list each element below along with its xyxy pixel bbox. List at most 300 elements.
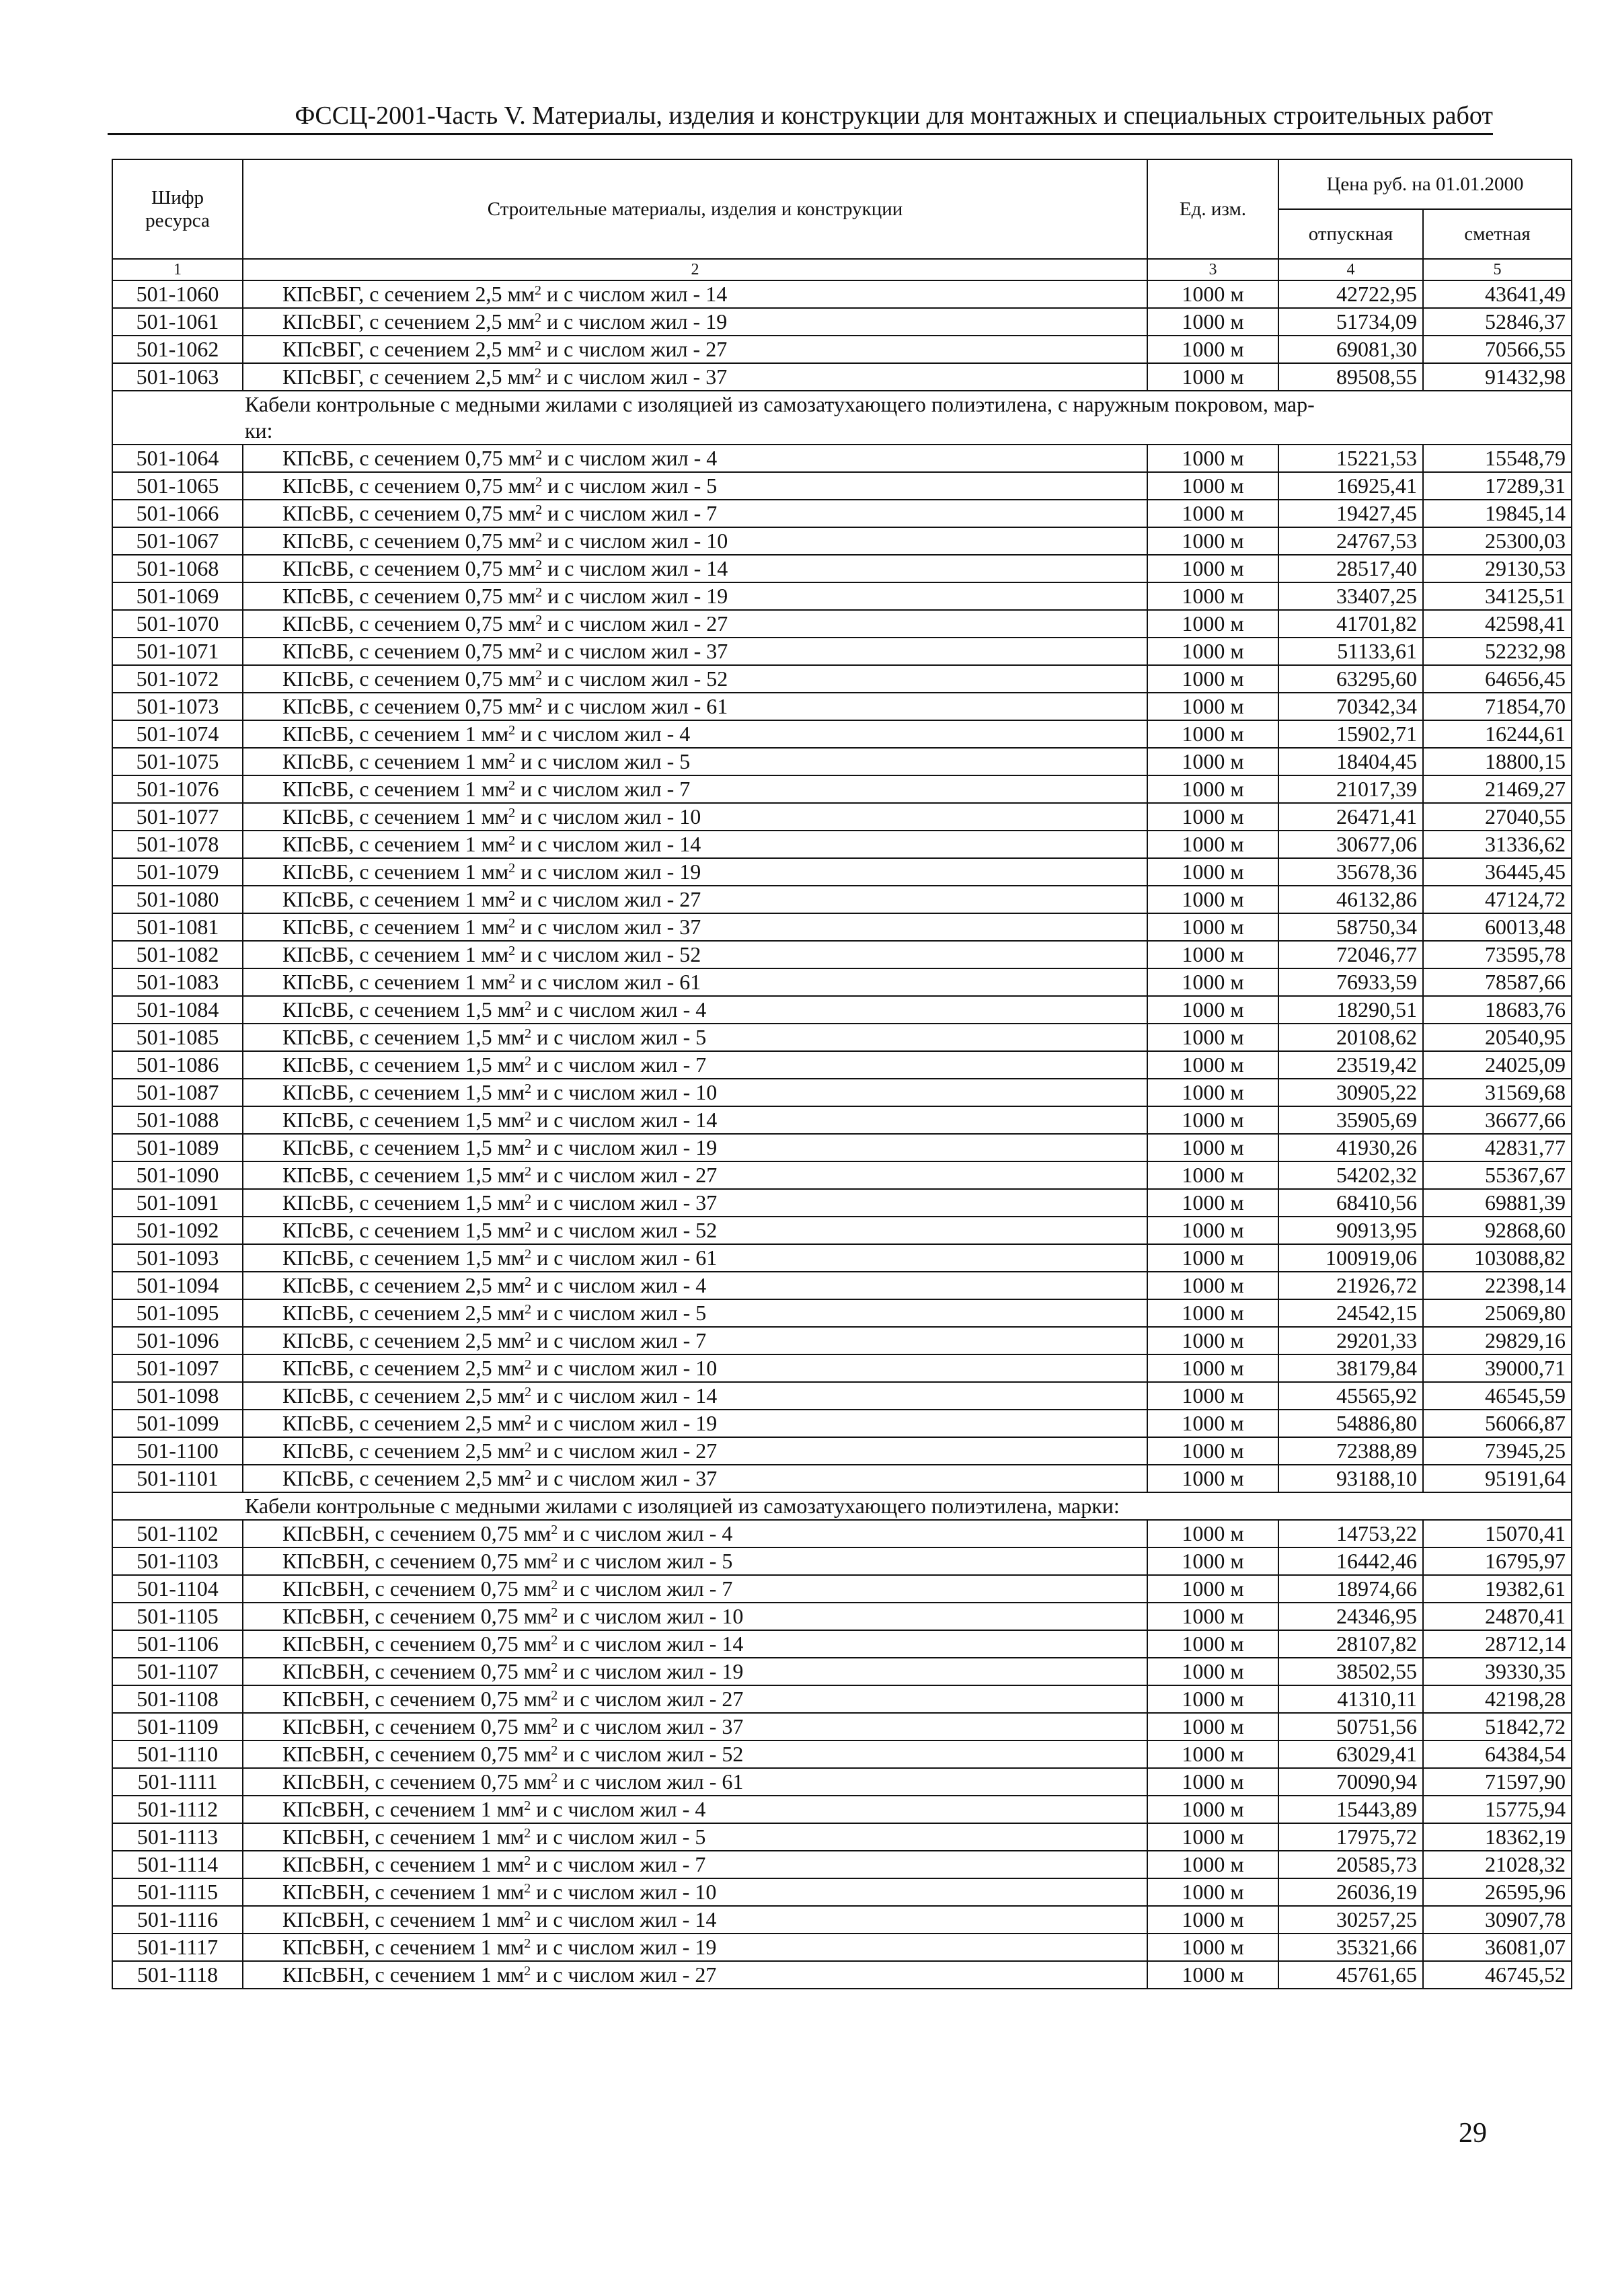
unit-superscript: 2 (524, 1964, 531, 1979)
material-name-text: и с числом жил - 27 (542, 611, 728, 636)
material-name-text: КПсВБ, с сечением 1,5 мм (282, 1053, 525, 1077)
resource-code: 501-1074 (112, 720, 243, 748)
column-number-row (112, 259, 1572, 280)
release-price: 21017,39 (1278, 775, 1423, 803)
release-price: 45565,92 (1278, 1382, 1423, 1410)
material-name-text: КПсВБ, с сечением 0,75 мм (282, 529, 536, 553)
unit-of-measure: 1000 м (1147, 1244, 1278, 1272)
table-row (112, 1878, 1572, 1906)
estimate-price: 73595,78 (1423, 941, 1572, 968)
resource-code: 501-1073 (112, 693, 243, 720)
material-name-text: КПсВБН, с сечением 0,75 мм (282, 1742, 551, 1766)
release-price: 28517,40 (1278, 555, 1423, 582)
table-row (112, 555, 1572, 582)
release-price: 21926,72 (1278, 1272, 1423, 1299)
unit-of-measure: 1000 м (1147, 1106, 1278, 1134)
material-name-text: и с числом жил - 37 (515, 915, 701, 939)
resource-code: 501-1101 (112, 1465, 243, 1492)
material-name-text: КПсВБ, с сечением 1,5 мм (282, 1080, 525, 1104)
unit-superscript: 2 (535, 530, 543, 545)
column-number: 3 (1147, 259, 1278, 280)
resource-code: 501-1066 (112, 500, 243, 527)
unit-superscript: 2 (534, 311, 541, 326)
table-row (112, 1106, 1572, 1134)
column-number: 1 (112, 259, 243, 280)
release-price: 69081,30 (1278, 336, 1423, 363)
table-row (112, 582, 1572, 610)
material-name-text: и с числом жил - 5 (531, 1301, 707, 1325)
unit-superscript: 2 (524, 1909, 531, 1923)
material-name-text: КПсВБ, с сечением 2,5 мм (282, 1301, 525, 1325)
estimate-price: 103088,82 (1423, 1244, 1572, 1272)
unit-superscript: 2 (525, 1219, 532, 1234)
material-name-text: и с числом жил - 19 (515, 859, 701, 884)
unit-of-measure: 1000 м (1147, 1961, 1278, 1989)
unit-superscript: 2 (508, 888, 516, 903)
estimate-price: 28712,14 (1423, 1630, 1572, 1658)
unit-of-measure: 1000 м (1147, 1658, 1278, 1685)
unit-superscript: 2 (551, 1771, 558, 1786)
resource-code: 501-1068 (112, 555, 243, 582)
material-name (243, 803, 1147, 831)
unit-of-measure: 1000 м (1147, 1934, 1278, 1961)
material-name-text: КПсВБ, с сечением 1,5 мм (282, 1218, 525, 1242)
estimate-price: 16795,97 (1423, 1547, 1572, 1575)
unit-superscript: 2 (525, 1385, 532, 1400)
resource-code: 501-1115 (112, 1878, 243, 1906)
release-price: 45761,65 (1278, 1961, 1423, 1989)
material-name-text: КПсВБН, с сечением 0,75 мм (282, 1659, 551, 1683)
resource-code: 501-1080 (112, 886, 243, 913)
material-name (243, 748, 1147, 775)
material-name (243, 1685, 1147, 1713)
material-name (243, 1024, 1147, 1051)
resource-code: 501-1062 (112, 336, 243, 363)
price-table (112, 159, 1572, 1989)
unit-of-measure: 1000 м (1147, 803, 1278, 831)
release-price: 54202,32 (1278, 1161, 1423, 1189)
unit-superscript: 2 (551, 1578, 558, 1593)
material-name-text: и с числом жил - 10 (531, 1880, 717, 1904)
table-header-row (112, 159, 1572, 209)
estimate-price: 25069,80 (1423, 1299, 1572, 1327)
estimate-price: 24025,09 (1423, 1051, 1572, 1079)
table-row (112, 1272, 1572, 1299)
material-name-text: КПсВБ, с сечением 1 мм (282, 722, 509, 746)
material-name-text: и с числом жил - 19 (558, 1659, 744, 1683)
material-name (243, 1658, 1147, 1685)
resource-code: 501-1107 (112, 1658, 243, 1685)
release-price: 35678,36 (1278, 858, 1423, 886)
unit-of-measure: 1000 м (1147, 308, 1278, 336)
resource-code: 501-1095 (112, 1299, 243, 1327)
unit-of-measure: 1000 м (1147, 280, 1278, 308)
unit-of-measure: 1000 м (1147, 1520, 1278, 1547)
material-name (243, 308, 1147, 336)
unit-of-measure: 1000 м (1147, 1878, 1278, 1906)
page-number: 29 (1459, 2118, 1487, 2149)
unit-superscript: 2 (534, 338, 541, 353)
resource-code: 501-1077 (112, 803, 243, 831)
material-name-text: и с числом жил - 7 (531, 1328, 707, 1352)
resource-code: 501-1109 (112, 1713, 243, 1740)
unit-superscript: 2 (551, 1716, 558, 1730)
estimate-price: 60013,48 (1423, 913, 1572, 941)
header-name: Строительные материалы, изделия и конструкции (243, 159, 1147, 259)
material-name-text: и с числом жил - 5 (542, 473, 718, 498)
table-row (112, 363, 1572, 391)
estimate-price: 21469,27 (1423, 775, 1572, 803)
material-name (243, 693, 1147, 720)
material-name (243, 1079, 1147, 1106)
resource-code: 501-1096 (112, 1327, 243, 1354)
material-name (243, 1217, 1147, 1244)
resource-code: 501-1094 (112, 1272, 243, 1299)
release-price: 58750,34 (1278, 913, 1423, 941)
unit-superscript: 2 (524, 1853, 531, 1868)
release-price: 24346,95 (1278, 1603, 1423, 1630)
estimate-price: 71597,90 (1423, 1768, 1572, 1796)
unit-of-measure: 1000 м (1147, 1024, 1278, 1051)
table-row (112, 913, 1572, 941)
material-name-text: и с числом жил - 14 (531, 1907, 717, 1931)
release-price: 90913,95 (1278, 1217, 1423, 1244)
resource-code: 501-1100 (112, 1437, 243, 1465)
material-name-text: и с числом жил - 4 (515, 722, 691, 746)
table-row (112, 831, 1572, 858)
header-rule (108, 133, 1493, 135)
material-name (243, 1106, 1147, 1134)
unit-of-measure: 1000 м (1147, 336, 1278, 363)
unit-superscript: 2 (508, 751, 516, 765)
unit-of-measure: 1000 м (1147, 1051, 1278, 1079)
material-name (243, 280, 1147, 308)
release-price: 30677,06 (1278, 831, 1423, 858)
material-name-text: КПсВБН, с сечением 1 мм (282, 1825, 525, 1849)
release-price: 42722,95 (1278, 280, 1423, 308)
material-name-text: и с числом жил - 27 (515, 887, 701, 911)
material-name-text: и с числом жил - 14 (531, 1108, 718, 1132)
unit-of-measure: 1000 м (1147, 1685, 1278, 1713)
table-row (112, 1354, 1572, 1382)
table-row (112, 1299, 1572, 1327)
unit-of-measure: 1000 м (1147, 1327, 1278, 1354)
resource-code: 501-1088 (112, 1106, 243, 1134)
material-name-text: КПсВБ, с сечением 0,75 мм (282, 584, 536, 608)
estimate-price: 69881,39 (1423, 1189, 1572, 1217)
column-number: 5 (1423, 259, 1572, 280)
material-name (243, 472, 1147, 500)
unit-of-measure: 1000 м (1147, 831, 1278, 858)
unit-superscript: 2 (551, 1688, 558, 1703)
release-price: 41310,11 (1278, 1685, 1423, 1713)
release-price: 54886,80 (1278, 1410, 1423, 1437)
material-name-text: КПсВБ, с сечением 2,5 мм (282, 1383, 525, 1408)
estimate-price: 36081,07 (1423, 1934, 1572, 1961)
material-name-text: и с числом жил - 52 (542, 666, 728, 691)
material-name-text: и с числом жил - 5 (531, 1825, 706, 1849)
unit-of-measure: 1000 м (1147, 941, 1278, 968)
unit-of-measure: 1000 м (1147, 1189, 1278, 1217)
unit-of-measure: 1000 м (1147, 527, 1278, 555)
material-name (243, 555, 1147, 582)
material-name-text: и с числом жил - 7 (531, 1852, 706, 1876)
release-price: 28107,82 (1278, 1630, 1423, 1658)
release-price: 63029,41 (1278, 1740, 1423, 1768)
material-name-text: и с числом жил - 5 (515, 749, 691, 773)
section-heading-line: Кабели контрольные с медными жилами с изоляцией из самозатухающего полиэтилена, марки: (245, 1494, 1120, 1518)
material-name (243, 1299, 1147, 1327)
table-row (112, 1327, 1572, 1354)
release-price: 68410,56 (1278, 1189, 1423, 1217)
material-name-text: и с числом жил - 19 (542, 584, 728, 608)
table-row (112, 1851, 1572, 1878)
resource-code: 501-1116 (112, 1906, 243, 1934)
unit-superscript: 2 (535, 585, 543, 600)
material-name-text: и с числом жил - 19 (531, 1935, 717, 1959)
release-price: 38502,55 (1278, 1658, 1423, 1685)
material-name-text: КПсВБ, с сечением 0,75 мм (282, 473, 536, 498)
release-price: 16925,41 (1278, 472, 1423, 500)
estimate-price: 16244,61 (1423, 720, 1572, 748)
unit-of-measure: 1000 м (1147, 1161, 1278, 1189)
material-name-text: КПсВБН, с сечением 0,75 мм (282, 1632, 551, 1656)
estimate-price: 55367,67 (1423, 1161, 1572, 1189)
material-name (243, 1520, 1147, 1547)
resource-code: 501-1112 (112, 1796, 243, 1823)
release-price: 20585,73 (1278, 1851, 1423, 1878)
unit-superscript: 2 (525, 1274, 532, 1289)
resource-code: 501-1085 (112, 1024, 243, 1051)
unit-of-measure: 1000 м (1147, 1299, 1278, 1327)
table-row (112, 500, 1572, 527)
estimate-price: 42831,77 (1423, 1134, 1572, 1161)
material-name-text: КПсВБ, с сечением 2,5 мм (282, 1411, 525, 1435)
unit-of-measure: 1000 м (1147, 582, 1278, 610)
resource-code: 501-1078 (112, 831, 243, 858)
release-price: 15443,89 (1278, 1796, 1423, 1823)
resource-code: 501-1097 (112, 1354, 243, 1382)
material-name-text: КПсВБГ, с сечением 2,5 мм (282, 309, 535, 334)
release-price: 18974,66 (1278, 1575, 1423, 1603)
release-price: 51734,09 (1278, 308, 1423, 336)
material-name-text: и с числом жил - 7 (531, 1053, 707, 1077)
resource-code: 501-1076 (112, 775, 243, 803)
estimate-price: 25300,03 (1423, 527, 1572, 555)
resource-code: 501-1103 (112, 1547, 243, 1575)
material-name-text: КПсВБН, с сечением 1 мм (282, 1880, 525, 1904)
unit-superscript: 2 (551, 1605, 558, 1620)
material-name-text: и с числом жил - 52 (558, 1742, 744, 1766)
unit-of-measure: 1000 м (1147, 1851, 1278, 1878)
material-name (243, 831, 1147, 858)
material-name-text: КПсВБ, с сечением 1 мм (282, 777, 509, 801)
table-row (112, 1823, 1572, 1851)
unit-superscript: 2 (525, 1137, 532, 1151)
material-name-text: и с числом жил - 5 (531, 1025, 707, 1049)
material-name (243, 858, 1147, 886)
table-row (112, 748, 1572, 775)
unit-of-measure: 1000 м (1147, 693, 1278, 720)
material-name-text: КПсВБ, с сечением 1,5 мм (282, 1163, 525, 1187)
estimate-price: 21028,32 (1423, 1851, 1572, 1878)
unit-of-measure: 1000 м (1147, 775, 1278, 803)
estimate-price: 42598,41 (1423, 610, 1572, 638)
material-name-text: и с числом жил - 37 (531, 1190, 718, 1215)
unit-superscript: 2 (535, 558, 543, 572)
table-row (112, 610, 1572, 638)
table-row (112, 968, 1572, 996)
material-name-text: и с числом жил - 10 (542, 529, 728, 553)
unit-of-measure: 1000 м (1147, 638, 1278, 665)
release-price: 15221,53 (1278, 445, 1423, 472)
table-row (112, 693, 1572, 720)
material-name-text: КПсВБГ, с сечением 2,5 мм (282, 365, 535, 389)
resource-code: 501-1061 (112, 308, 243, 336)
unit-superscript: 2 (508, 723, 516, 738)
table-row (112, 280, 1572, 308)
unit-of-measure: 1000 м (1147, 1410, 1278, 1437)
table-row (112, 336, 1572, 363)
release-price: 70342,34 (1278, 693, 1423, 720)
material-name (243, 720, 1147, 748)
unit-superscript: 2 (508, 944, 516, 958)
section-heading-row (112, 391, 1572, 445)
release-price: 18404,45 (1278, 748, 1423, 775)
release-price: 26036,19 (1278, 1878, 1423, 1906)
unit-of-measure: 1000 м (1147, 1823, 1278, 1851)
material-name (243, 1851, 1147, 1878)
material-name-text: и с числом жил - 27 (531, 1962, 717, 1987)
estimate-price: 24870,41 (1423, 1603, 1572, 1630)
unit-superscript: 2 (508, 916, 516, 931)
material-name-text: КПсВБ, с сечением 0,75 мм (282, 446, 536, 470)
material-name (243, 336, 1147, 363)
material-name (243, 1465, 1147, 1492)
table-row (112, 1906, 1572, 1934)
release-price: 50751,56 (1278, 1713, 1423, 1740)
material-name-text: КПсВБ, с сечением 0,75 мм (282, 666, 536, 691)
unit-of-measure: 1000 м (1147, 913, 1278, 941)
material-name-text: и с числом жил - 61 (558, 1769, 744, 1794)
unit-of-measure: 1000 м (1147, 1465, 1278, 1492)
table-row (112, 1382, 1572, 1410)
release-price: 18290,51 (1278, 996, 1423, 1024)
unit-of-measure: 1000 м (1147, 1354, 1278, 1382)
material-name-text: КПсВБН, с сечением 1 мм (282, 1797, 525, 1821)
unit-superscript: 2 (525, 1357, 532, 1372)
column-number: 2 (243, 259, 1147, 280)
release-price: 14753,22 (1278, 1520, 1423, 1547)
table-row (112, 1520, 1572, 1547)
release-price: 15902,71 (1278, 720, 1423, 748)
unit-of-measure: 1000 м (1147, 858, 1278, 886)
unit-of-measure: 1000 м (1147, 968, 1278, 996)
material-name (243, 1961, 1147, 1989)
unit-superscript: 2 (524, 1881, 531, 1896)
release-price: 33407,25 (1278, 582, 1423, 610)
table-row (112, 886, 1572, 913)
material-name-text: и с числом жил - 7 (558, 1576, 733, 1601)
resource-code: 501-1072 (112, 665, 243, 693)
material-name (243, 1823, 1147, 1851)
table-row (112, 665, 1572, 693)
unit-superscript: 2 (535, 502, 543, 517)
material-name-text: и с числом жил - 14 (558, 1632, 744, 1656)
material-name (243, 1354, 1147, 1382)
estimate-price: 18362,19 (1423, 1823, 1572, 1851)
table-row (112, 1217, 1572, 1244)
release-price: 89508,55 (1278, 363, 1423, 391)
release-price: 30905,22 (1278, 1079, 1423, 1106)
material-name (243, 913, 1147, 941)
unit-superscript: 2 (535, 640, 543, 655)
material-name (243, 1382, 1147, 1410)
estimate-price: 22398,14 (1423, 1272, 1572, 1299)
unit-of-measure: 1000 м (1147, 1768, 1278, 1796)
unit-superscript: 2 (525, 1192, 532, 1207)
material-name-text: КПсВБ, с сечением 1,5 мм (282, 1246, 525, 1270)
material-name (243, 1768, 1147, 1796)
material-name-text: и с числом жил - 14 (515, 832, 701, 856)
unit-superscript: 2 (525, 1440, 532, 1455)
table-row (112, 1465, 1572, 1492)
table-row (112, 1024, 1572, 1051)
material-name-text: и с числом жил - 7 (542, 501, 718, 525)
resource-code: 501-1071 (112, 638, 243, 665)
unit-superscript: 2 (535, 695, 543, 710)
estimate-price: 42198,28 (1423, 1685, 1572, 1713)
resource-code: 501-1081 (112, 913, 243, 941)
unit-superscript: 2 (508, 971, 516, 986)
material-name-text: КПсВБН, с сечением 1 мм (282, 1935, 525, 1959)
material-name-text: КПсВБ, с сечением 2,5 мм (282, 1466, 525, 1490)
release-price: 72046,77 (1278, 941, 1423, 968)
material-name (243, 1878, 1147, 1906)
unit-of-measure: 1000 м (1147, 1079, 1278, 1106)
resource-code: 501-1065 (112, 472, 243, 500)
material-name-text: КПсВБ, с сечением 1 мм (282, 915, 509, 939)
material-name-text: и с числом жил - 14 (541, 282, 728, 306)
table-row (112, 1134, 1572, 1161)
section-heading-line: Кабели контрольные с медными жилами с изоляцией из самозатухающего полиэтилена, с наружным покровом, мар- (245, 392, 1315, 416)
unit-superscript: 2 (524, 1936, 531, 1951)
resource-code: 501-1092 (112, 1217, 243, 1244)
estimate-price: 18683,76 (1423, 996, 1572, 1024)
release-price: 63295,60 (1278, 665, 1423, 693)
material-name-text: и с числом жил - 10 (531, 1356, 718, 1380)
material-name-text: КПсВБ, с сечением 1,5 мм (282, 1135, 525, 1159)
estimate-price: 26595,96 (1423, 1878, 1572, 1906)
release-price: 72388,89 (1278, 1437, 1423, 1465)
unit-superscript: 2 (524, 1826, 531, 1841)
estimate-price: 64656,45 (1423, 665, 1572, 693)
unit-superscript: 2 (535, 475, 543, 490)
unit-of-measure: 1000 м (1147, 1906, 1278, 1934)
release-price: 51133,61 (1278, 638, 1423, 665)
material-name (243, 1603, 1147, 1630)
resource-code: 501-1108 (112, 1685, 243, 1713)
resource-code: 501-1099 (112, 1410, 243, 1437)
table-row (112, 1547, 1572, 1575)
section-heading (112, 1492, 1572, 1520)
table-row (112, 858, 1572, 886)
table-row (112, 1658, 1572, 1685)
unit-superscript: 2 (534, 366, 541, 381)
material-name-text: и с числом жил - 14 (531, 1383, 718, 1408)
header-price-group: Цена руб. на 01.01.2000 (1278, 159, 1572, 209)
material-name-text: и с числом жил - 10 (515, 804, 701, 829)
